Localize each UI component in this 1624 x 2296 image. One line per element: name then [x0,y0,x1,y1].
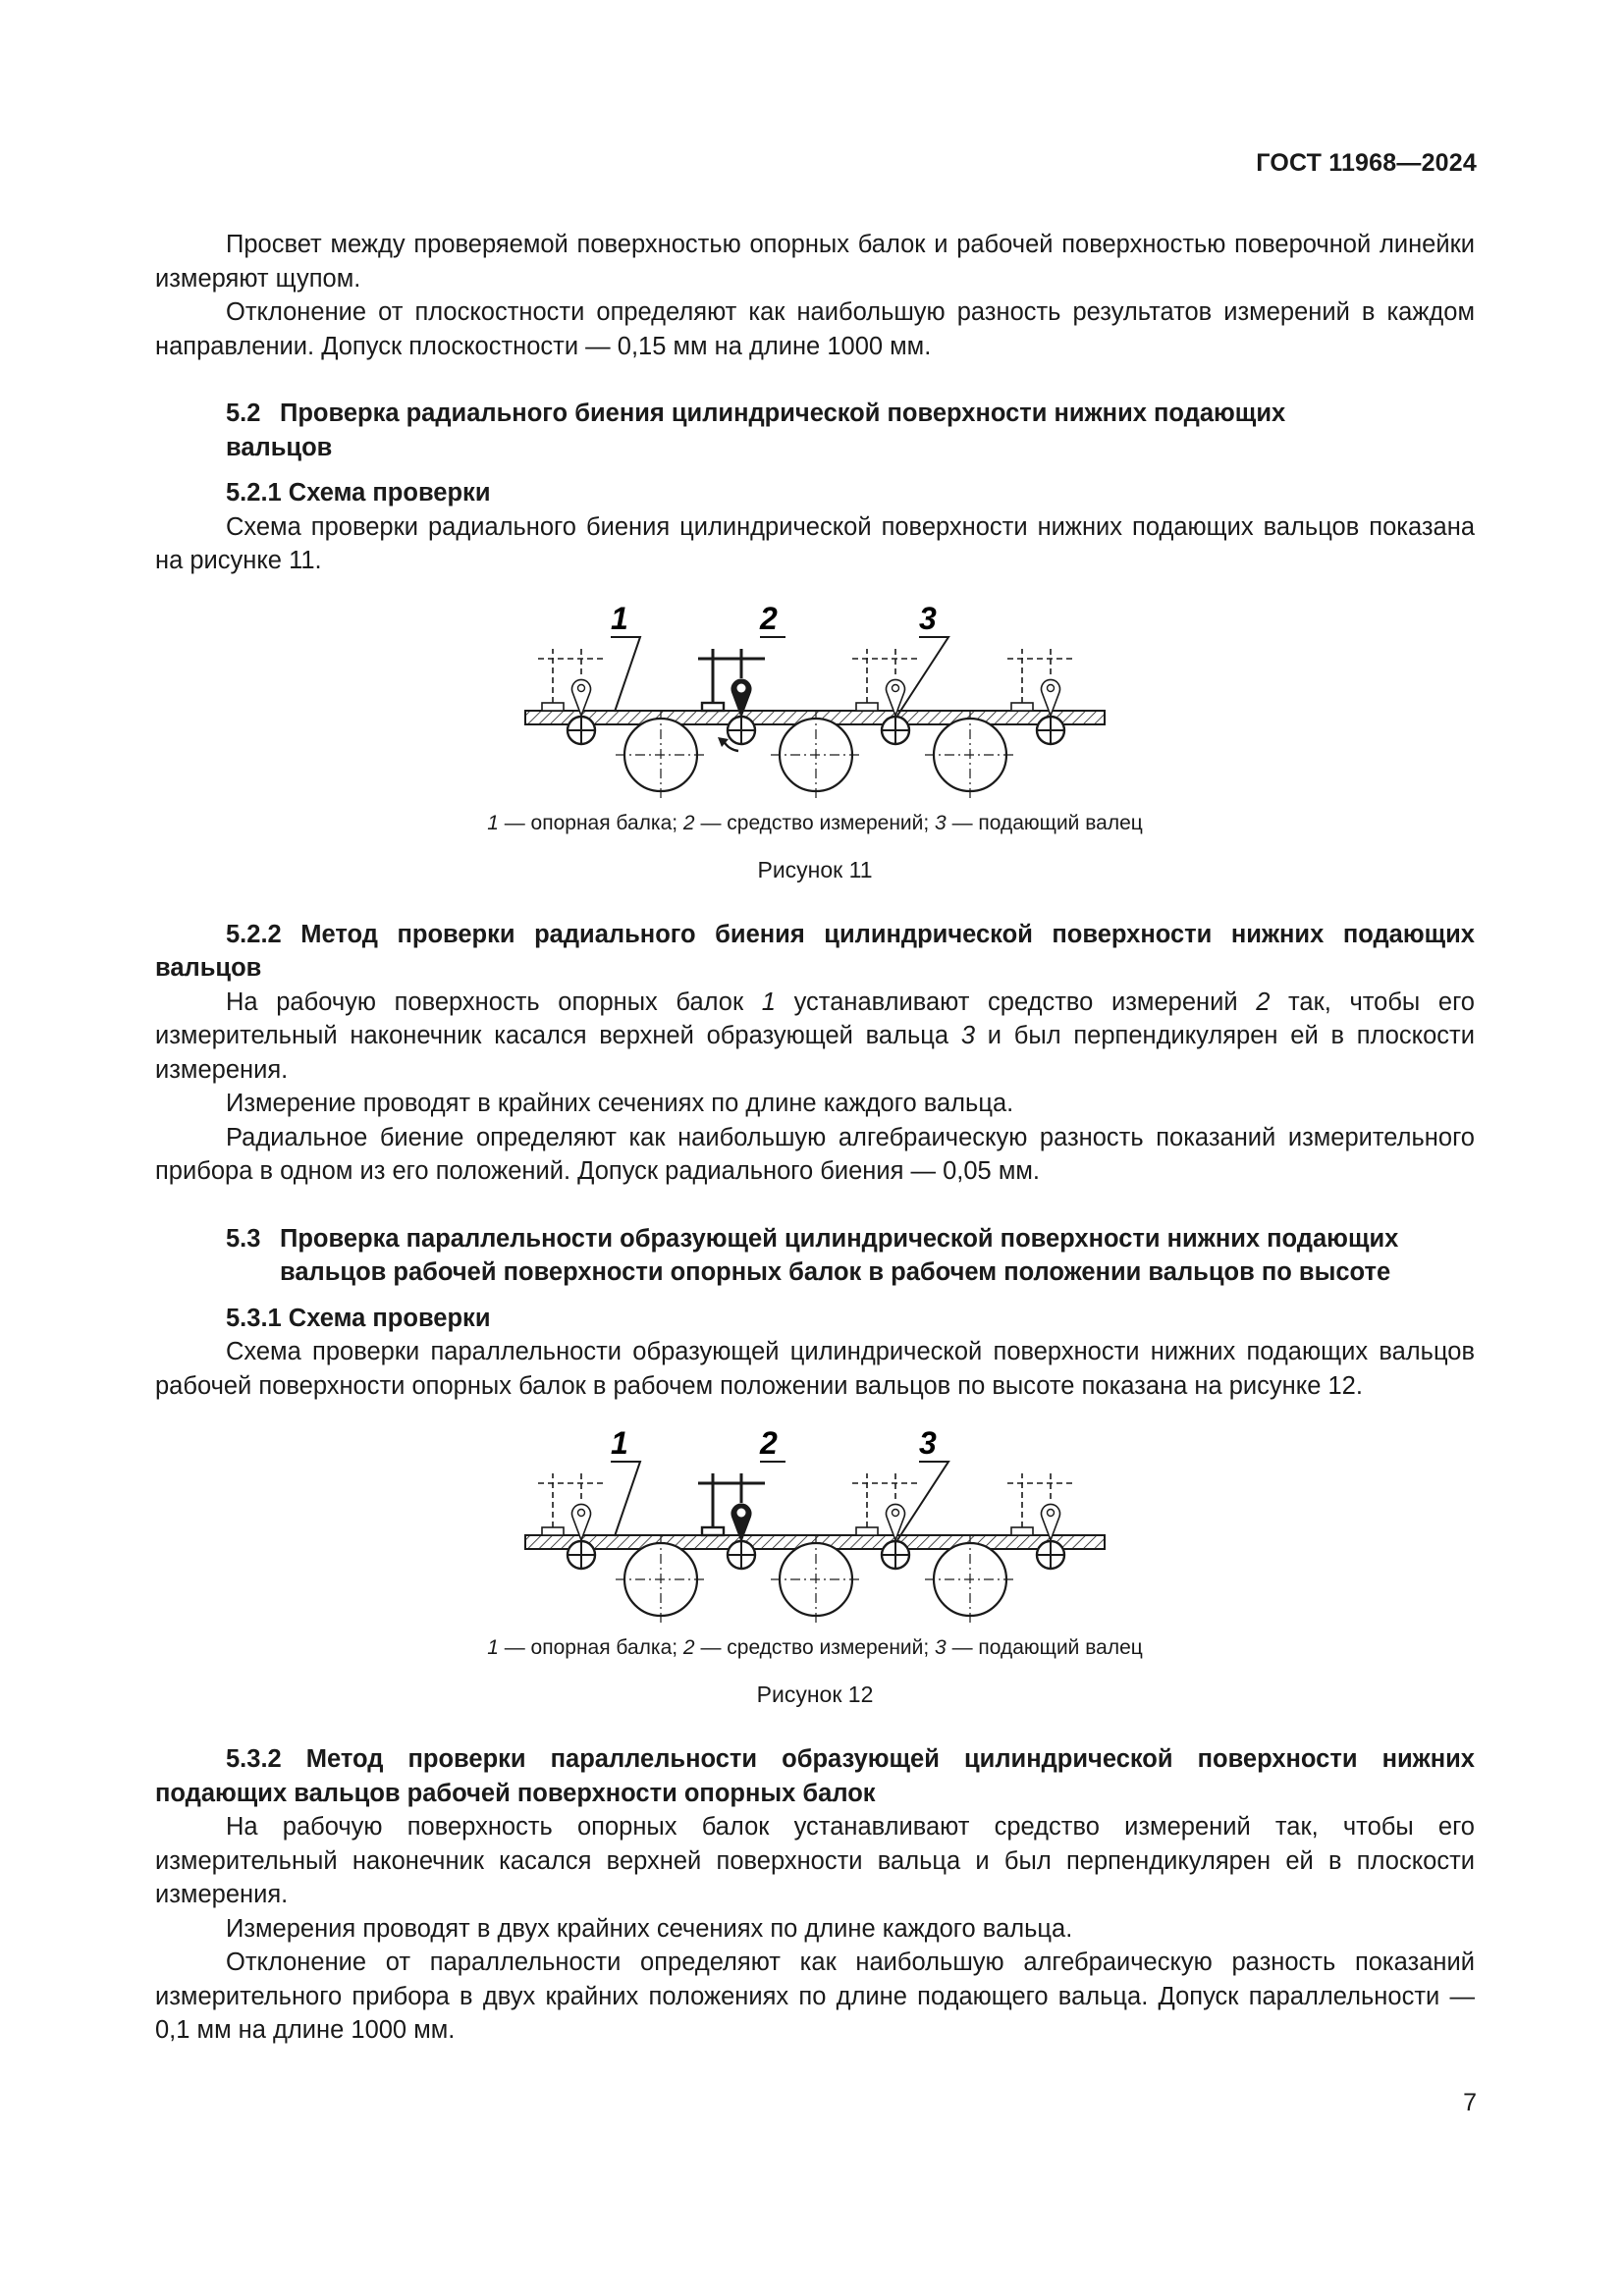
callout-label: 2 [760,600,778,636]
figure-legend: 1 — опорная балка; 2 — средство измерений; 3 — подающий валец [487,811,1143,834]
indicator-base [856,1527,878,1535]
paragraph: Схема проверки параллельности образующей цилиндрической поверхности нижних подающих вальцов рабочей поверхности опорных балок в рабочем положении вальцов по высоте показана на рисунке 12. [155,1338,1475,1400]
callout-leader [897,637,948,716]
callout-label: 3 [919,600,937,636]
indicator-base [856,703,878,711]
callout-label: 1 [611,600,628,636]
paragraph: Схема проверки радиального биения цилиндрической поверхности нижних подающих вальцов показана на рисунке 11. [155,512,1475,574]
section-heading-5-2 [155,397,1475,464]
indicator-base [702,1527,724,1535]
callout-leader [897,1462,948,1540]
paragraph: Измерения проводят в двух крайних сечениях по длине каждого вальца. [226,1914,1073,1943]
paragraph: На рабочую поверхность опорных балок устанавливают средство измерений так, чтобы его измерительный наконечник касался верхней поверхности вальца и был перпендикулярен ей в плоскости измерения. [155,1813,1475,1908]
figure-12-drawing [525,1462,1105,1625]
document-code: ГОСТ 11968—2024 [1256,149,1477,177]
section-title: Проверка параллельности образующей цилиндрической поверхности нижних подающих вальцов рабочей поверхности опорных балок в рабочем положении вальцов по высоте [280,1224,1399,1286]
section-number: 5.3 [226,1224,261,1253]
indicator-base [1011,1527,1033,1535]
indicator-base [1011,703,1033,711]
paragraph: Просвет между проверяемой поверхностью опорных балок и рабочей поверхностью поверочной линейки измеряют щупом. [155,231,1475,293]
figure-12-diagram [520,1422,1110,1629]
callout-leader [611,637,640,712]
paragraph: Отклонение от плоскостности определяют как наибольшую разность результатов измерений в каждом направлении. Допуск плоскостности — 0,15 мм на длине 1000 мм. [155,298,1475,360]
paragraph: Радиальное биение определяют как наибольшую алгебраическую разность показаний измерительного прибора в одном из его положений. Допуск радиального биения — 0,05 мм. [155,1123,1475,1185]
figure-caption: Рисунок 11 [757,856,873,882]
subsection-heading: 5.3.2 Метод проверки параллельности образующей цилиндрической поверхности нижних подающих вальцов рабочей поверхности опорных балок [155,1745,1475,1807]
indicator-base [542,1527,564,1535]
callout-label: 3 [919,1425,937,1461]
page-content [155,228,1475,2048]
subsection-heading: 5.3.1 Схема проверки [226,1304,491,1332]
figure-12 [155,1422,1475,1709]
callout-label: 2 [760,1425,778,1461]
callout-leader [611,1462,640,1536]
figure-caption: Рисунок 12 [756,1682,874,1707]
callout-label: 1 [611,1425,628,1461]
figure-legend: 1 — опорная балка; 2 — средство измерений; 3 — подающий валец [487,1636,1143,1659]
paragraph: Измерение проводят в крайних сечениях по длине каждого вальца. [226,1090,1014,1117]
paragraph: На рабочую поверхность опорных балок 1 устанавливают средство измерений 2 так, чтобы его измерительный наконечник касался верхней образующей вальца 3 и был перпендикулярен ей в плоскости измерения. [155,988,1475,1084]
indicator-base [702,703,724,711]
figure-11-drawing [525,637,1105,800]
section-number: 5.2 [226,400,261,427]
indicator-base [542,703,564,711]
figure-11-diagram [520,598,1110,804]
probe-dot [737,683,746,692]
paragraph: Отклонение от параллельности определяют как наибольшую алгебраическую разность показаний измерительного прибора в двух крайних положениях по длине подающего вальца. Допуск параллельности — 0,1 мм на длине 1000 мм. [155,1949,1475,2044]
section-heading-5-3 [155,1222,1475,1290]
page-number: 7 [1463,2089,1477,2116]
section-title: Проверка радиального биения цилиндрической поверхности нижних подающих вальцов [226,400,1286,461]
figure-11 [155,598,1475,884]
probe-dot [737,1509,746,1518]
subsection-heading: 5.2.1 Схема проверки [226,479,491,507]
subsection-heading: 5.2.2 Метод проверки радиального биения цилиндрической поверхности нижних подающих вальцов [155,920,1475,982]
